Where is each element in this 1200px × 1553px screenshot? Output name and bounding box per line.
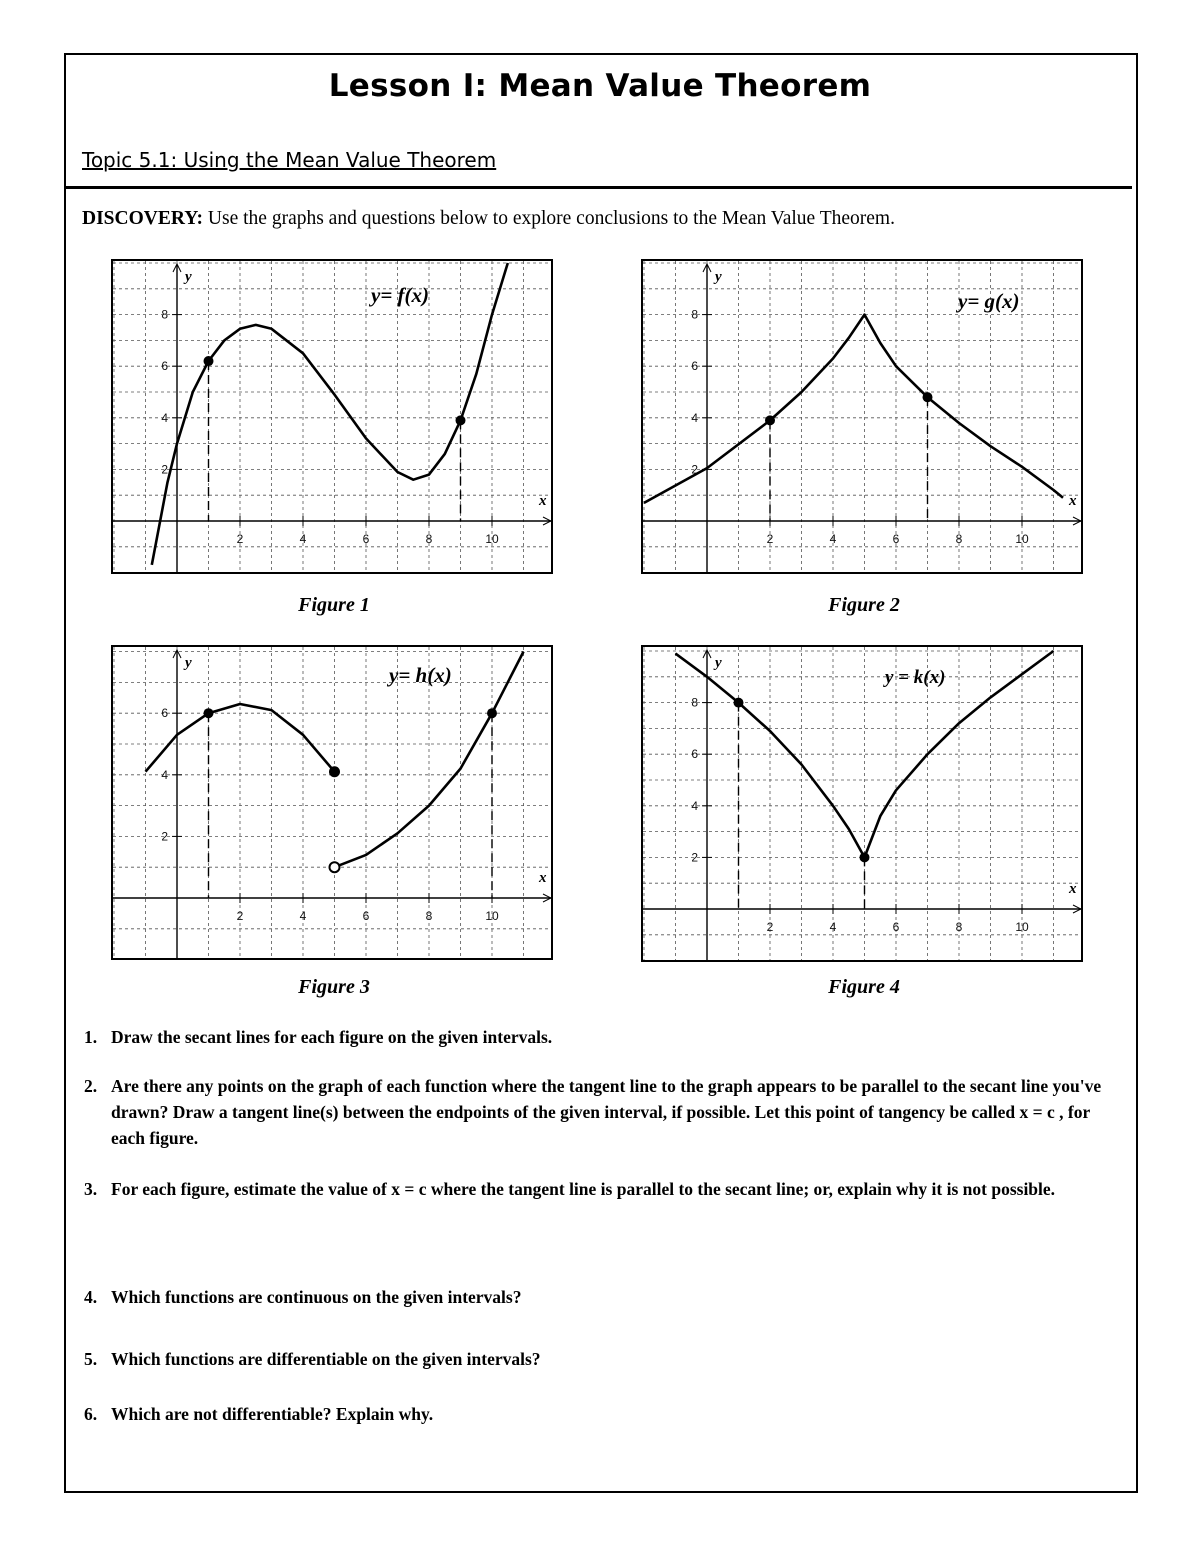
interval-endpoint — [734, 698, 744, 708]
question-4 — [84, 1284, 1114, 1310]
x-axis-label: x — [1069, 493, 1077, 509]
y-tick-label: 4 — [161, 410, 168, 425]
x-tick-label: 6 — [362, 909, 370, 923]
y-tick-label: 6 — [161, 706, 168, 721]
y-tick-label: 8 — [691, 307, 698, 322]
question-number: 1. — [84, 1027, 98, 1047]
figure-3-function-label: y= h(x) — [389, 663, 452, 687]
question-1 — [84, 1024, 1114, 1050]
y-tick-label: 2 — [161, 829, 168, 844]
x-tick-label: 4 — [299, 532, 307, 546]
interval-endpoint — [204, 356, 214, 366]
x-tick-label: 10 — [1015, 920, 1029, 934]
x-axis-label: x — [1069, 881, 1077, 897]
x-tick-label: 10 — [485, 532, 499, 546]
figure-3-plot — [113, 647, 553, 960]
y-tick-label: 6 — [691, 747, 698, 762]
question-number: 4. — [84, 1287, 98, 1307]
interval-endpoint — [487, 708, 497, 718]
x-tick-label: 10 — [1015, 532, 1029, 546]
x-tick-label: 6 — [892, 532, 900, 546]
topic-heading: Topic 5.1: Using the Mean Value Theorem — [82, 148, 497, 172]
y-tick-label: 4 — [691, 410, 698, 425]
interval-endpoint — [765, 415, 775, 425]
figure-1-plot — [113, 261, 553, 574]
x-tick-label: 8 — [425, 532, 433, 546]
figure-4-plot — [643, 647, 1083, 962]
figure-1-graph — [111, 259, 553, 574]
figure-3-caption: Figure 3 — [298, 976, 370, 998]
question-text: For each figure, estimate the value of x = c where the tangent line is parallel to the secant line; or, explain why it is not possible. — [111, 1179, 1056, 1199]
y-axis-label: y — [185, 269, 192, 285]
question-3 — [84, 1176, 1114, 1202]
question-6 — [84, 1401, 1114, 1427]
interval-endpoint — [860, 852, 870, 862]
question-number: 3. — [84, 1179, 98, 1199]
x-tick-label: 8 — [425, 909, 433, 923]
y-axis-label: y — [715, 655, 722, 671]
interval-endpoint — [204, 708, 214, 718]
question-5 — [84, 1346, 1114, 1372]
y-axis-label: y — [715, 269, 722, 285]
y-tick-label: 4 — [691, 798, 698, 813]
discovery-text: Use the graphs and questions below to explore conclusions to the Mean Value Theorem. — [207, 208, 895, 229]
x-tick-label: 2 — [766, 920, 774, 934]
x-tick-label: 6 — [892, 920, 900, 934]
closed-point — [329, 766, 340, 777]
question-number: 2. — [84, 1076, 98, 1096]
y-tick-label: 6 — [161, 359, 168, 374]
figure-2-graph — [641, 259, 1083, 574]
x-tick-label: 6 — [362, 532, 370, 546]
figure-3-graph — [111, 645, 553, 960]
question-2 — [84, 1073, 1114, 1151]
y-tick-label: 2 — [691, 850, 698, 865]
function-curve — [676, 651, 1054, 857]
question-text: Draw the secant lines for each figure on the given intervals. — [111, 1027, 553, 1047]
x-tick-label: 8 — [955, 920, 963, 934]
y-tick-label: 2 — [691, 462, 698, 477]
figure-1-function-label: y= f(x) — [371, 283, 430, 307]
discovery-instructions — [82, 208, 895, 230]
question-text: Which are not differentiable? Explain why. — [111, 1404, 434, 1424]
figure-2-function-label: y= g(x) — [958, 289, 1020, 313]
grid — [643, 647, 1083, 962]
open-point — [330, 862, 340, 872]
x-tick-label: 10 — [485, 909, 499, 923]
x-tick-label: 4 — [829, 532, 837, 546]
x-tick-label: 2 — [236, 532, 244, 546]
x-tick-label: 2 — [236, 909, 244, 923]
divider — [64, 186, 1132, 189]
x-axis-label: x — [539, 870, 547, 886]
figure-4-graph — [641, 645, 1083, 962]
y-tick-label: 8 — [161, 307, 168, 322]
lesson-title: Lesson I: Mean Value Theorem — [328, 68, 872, 104]
question-text: Which functions are continuous on the given intervals? — [111, 1287, 522, 1307]
x-tick-label: 2 — [766, 532, 774, 546]
question-text: Are there any points on the graph of each function where the tangent line to the graph appears to be parallel to the secant line you've drawn? Draw a tangent line(s) between the endpoints of the given interval, if possible. Let this point of tangency be called x = c , for each figure. — [111, 1076, 1102, 1148]
question-number: 5. — [84, 1349, 98, 1369]
figure-1-caption: Figure 1 — [298, 594, 370, 616]
y-tick-label: 6 — [691, 359, 698, 374]
discovery-label: DISCOVERY: — [82, 208, 204, 229]
figure-4-function-label: y = k(x) — [885, 667, 946, 688]
question-number: 6. — [84, 1404, 98, 1424]
x-tick-label: 4 — [299, 909, 307, 923]
y-tick-label: 8 — [691, 695, 698, 710]
question-text: Which functions are differentiable on the given intervals? — [111, 1349, 541, 1369]
x-tick-label: 4 — [829, 920, 837, 934]
figure-2-caption: Figure 2 — [828, 594, 900, 616]
x-tick-label: 8 — [955, 532, 963, 546]
y-tick-label: 4 — [161, 767, 168, 782]
y-tick-label: 2 — [161, 462, 168, 477]
y-axis-label: y — [185, 655, 192, 671]
function-curve — [152, 263, 508, 565]
figure-4-caption: Figure 4 — [828, 976, 900, 998]
x-axis-label: x — [539, 493, 547, 509]
interval-endpoint — [923, 392, 933, 402]
interval-endpoint — [456, 415, 466, 425]
